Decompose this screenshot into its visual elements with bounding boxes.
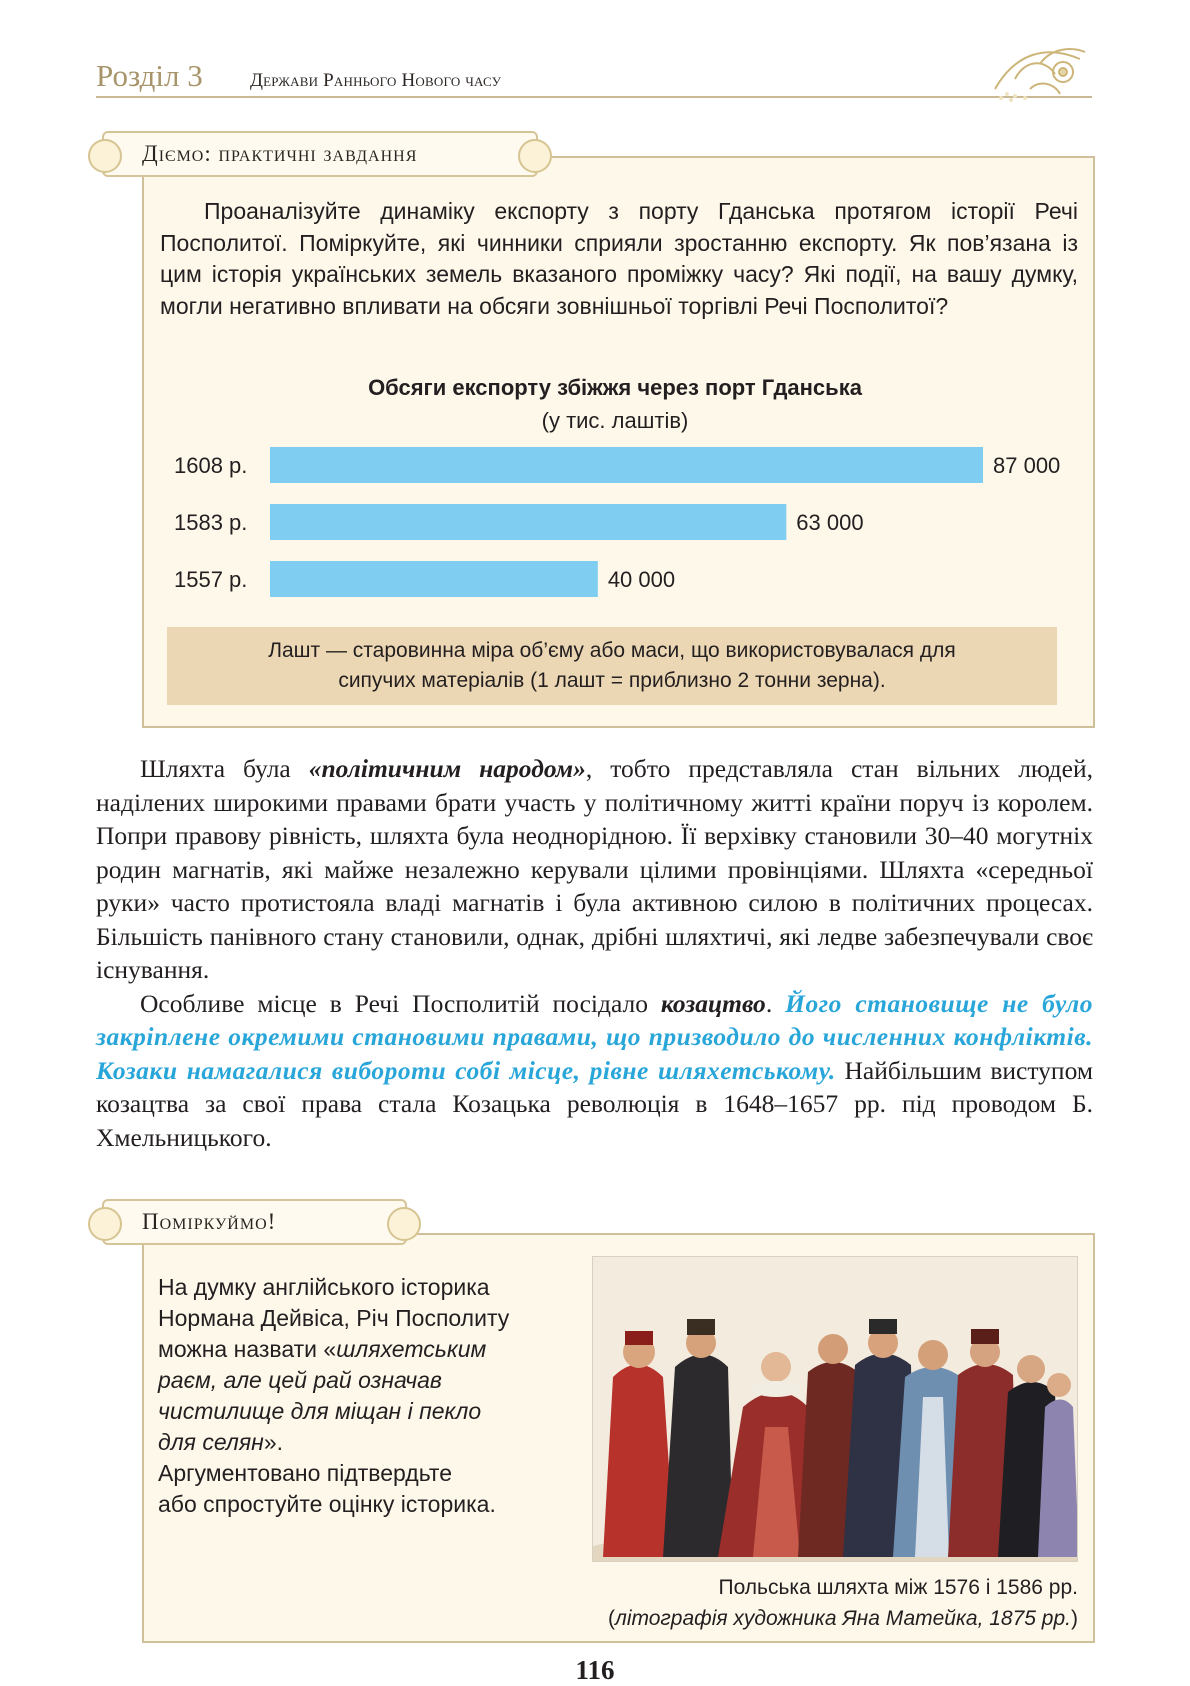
quote-text: чистилище для міщан і пекло (158, 1398, 482, 1424)
quote-text: для селян (158, 1429, 264, 1455)
text-run: Шляхта була (140, 754, 309, 783)
text-line (158, 1365, 578, 1396)
caption-line: Польська шляхта між 1576 і 1586 рр. (718, 1576, 1078, 1599)
reflection-text (158, 1272, 578, 1520)
text-line (158, 1427, 578, 1458)
page-number: 116 (575, 1655, 615, 1685)
definition-note (167, 627, 1057, 705)
text-line (158, 1396, 578, 1427)
text-run: Особливе місце в Речі Посполитій посідало (140, 988, 661, 1018)
value-label: 63 000 (796, 510, 864, 535)
text-line (158, 1334, 578, 1365)
text-run: ( (607, 1607, 615, 1630)
chart-subtitle: (у тис. лаштів) (541, 408, 689, 433)
quote-text: раєм, але цей рай означав (158, 1367, 442, 1393)
text-run: , тобто представляла стан вільних людей, наділених широкими правами брати участь у політичному житті країни поруч із королем. Попри правову рівність, шляхта була неоднорідною. Її верхівку становили 30–40 могутніх родин магнатів, які майже незалежно керували цілими провінціями. Шляхта «середньої руки» часто протистояла владі магнатів і була активною силою в політичних процесах. Більшість панівного стану становили, однак, дрібні шляхтичі, які ледве забезпечували своє існування. (96, 754, 1093, 984)
text-run: Найбільшим виступом козацтва за свої права стала Козацька революція в 1648–1657 рр. під проводом Б. Хмельницького. (96, 1055, 1093, 1152)
task-paragraph: Проаналізуйте динаміку експорту з порту Гданська протягом історії Речі Посполитої. Поміркуйте, які чинники сприяли зростанню експорту. Як пов’язана із цим історія українських земель вказаного проміжку часу? Які події, на вашу думку, могли негативно впливати на обсяги зовнішньої торгівлі Речі Посполитої? (160, 198, 1078, 319)
practical-task-label: Діємо: практичні завдання (102, 131, 538, 177)
caption-italic: літографія художника Яна Матейка, 1875 рр. (614, 1607, 1071, 1630)
highlighted-text: Його становище не було закріплене окремими становими правами, що призводило до численних конфліктів. Козаки намагалися вибороти собі місце, рівне шляхетському. (96, 988, 1094, 1085)
category-label: 1557 р. (174, 567, 248, 592)
emphasis-term: «політичним народом» (308, 754, 586, 783)
text-line: або спростуйте оцінку історика. (158, 1491, 496, 1517)
nobles-illustration (593, 1257, 1078, 1562)
text-run: . (765, 988, 786, 1018)
text-run: ) (1071, 1607, 1078, 1630)
quote-text: шляхетським (336, 1336, 487, 1362)
paragraph-cossacks (96, 987, 1093, 1155)
image-caption (608, 1572, 1078, 1634)
value-label: 40 000 (607, 567, 676, 592)
szlachta-lithograph-image (592, 1256, 1078, 1562)
reflection-label: Поміркуймо! (102, 1199, 407, 1245)
text-line: На думку англійського історика (158, 1274, 490, 1300)
emphasis-term: козацтво (660, 988, 766, 1018)
category-label: 1583 р. (174, 510, 248, 535)
text-line: Нормана Дейвіса, Річ Посполиту (158, 1305, 510, 1331)
chart-title: Обсяги експорту збіжжя через порт Гданська (368, 375, 862, 400)
text-run: ». (263, 1429, 283, 1455)
bar (270, 561, 598, 597)
category-label: 1608 р. (174, 453, 248, 478)
bar (270, 447, 983, 483)
text-line: Аргументовано підтвердьте (158, 1460, 452, 1486)
text-run: можна назвати « (158, 1336, 337, 1362)
value-label: 87 000 (993, 453, 1061, 478)
header-rule (96, 96, 1092, 98)
bar (270, 504, 786, 540)
export-bar-chart (160, 368, 1080, 618)
section-number: Розділ 3 (96, 58, 203, 93)
task-text (160, 196, 1078, 322)
floral-ornament-icon (985, 34, 1095, 104)
note-line: Лашт — старовинна міра об’єму або маси, що використовувалася для (268, 639, 956, 662)
section-title: Держави Раннього Нового часу (250, 70, 502, 91)
chart-bars (174, 447, 1060, 597)
paragraph-szlachta (96, 752, 1093, 987)
main-text (96, 752, 1093, 1154)
caption-line (608, 1603, 1078, 1634)
note-line: сипучих матеріалів (1 лашт = приблизно 2 тонни зерна). (338, 669, 886, 692)
